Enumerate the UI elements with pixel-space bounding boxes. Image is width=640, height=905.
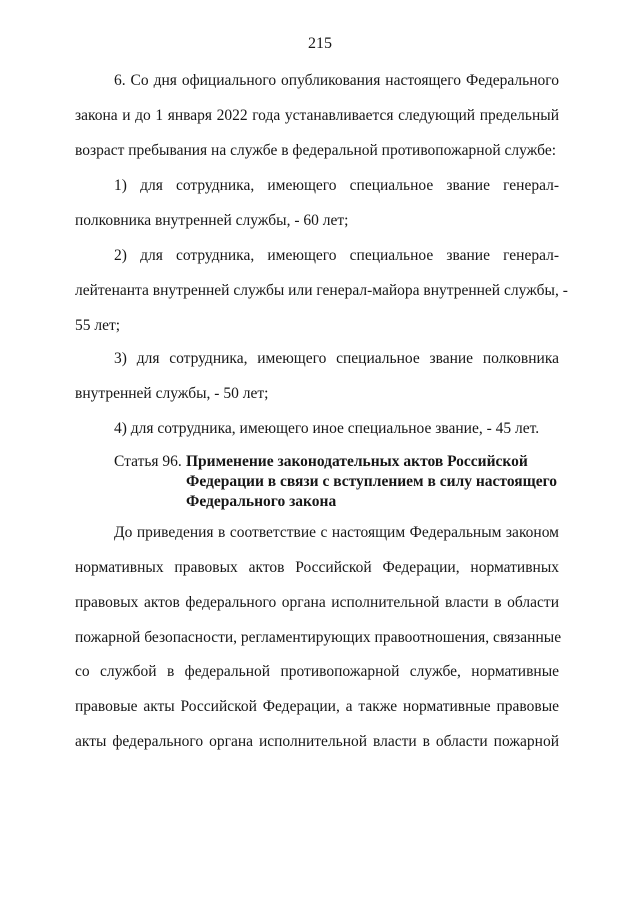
item-2-line-2: лейтенанта внутренней службы или генерал-майора внутренней службы, -: [75, 282, 568, 299]
body-line-2: нормативных правовых актов Российской Федерации, нормативных: [75, 559, 559, 576]
body-line-1: До приведения в соответствие с настоящим Федеральным законом: [114, 524, 559, 541]
item-2-line-1: 2) для сотрудника, имеющего специальное звание генерал-: [114, 247, 559, 264]
paragraph-6-line-3: возраст пребывания на службе в федеральной противопожарной службе:: [75, 142, 557, 159]
article-title-line-2: Федерации в связи с вступлением в силу настоящего: [186, 473, 558, 490]
body-line-5: со службой в федеральной противопожарной службе, нормативные: [75, 663, 559, 680]
item-4-line-1: 4) для сотрудника, имеющего иное специальное звание, - 45 лет.: [114, 420, 540, 437]
body-line-6: правовые акты Российской Федерации, а также нормативные правовые: [75, 698, 559, 715]
body-line-7: акты федерального органа исполнительной власти в области пожарной: [75, 733, 559, 750]
item-2-line-3: 55 лет;: [75, 317, 121, 334]
article-title-line-1: Применение законодательных актов Российской: [186, 453, 528, 470]
paragraph-6-line-1: 6. Со дня официального опубликования настоящего Федерального: [114, 72, 559, 89]
item-3-line-2: внутренней службы, - 50 лет;: [75, 385, 269, 402]
item-3-line-1: 3) для сотрудника, имеющего специальное звание полковника: [114, 350, 559, 367]
article-label: Статья 96.: [114, 453, 182, 470]
body-line-4: пожарной безопасности, регламентирующих правоотношения, связанные: [75, 629, 562, 646]
article-title-line-3: Федерального закона: [186, 493, 337, 510]
article-title: [186, 452, 566, 512]
page-number: 215: [308, 35, 332, 52]
item-1-line-1: 1) для сотрудника, имеющего специальное звание генерал-: [114, 177, 559, 194]
paragraph-6-line-2: закона и до 1 января 2022 года устанавливается следующий предельный: [75, 107, 559, 124]
body-line-3: правовых актов федерального органа исполнительной власти в области: [75, 594, 559, 611]
item-1-line-2: полковника внутренней службы, - 60 лет;: [75, 212, 349, 229]
